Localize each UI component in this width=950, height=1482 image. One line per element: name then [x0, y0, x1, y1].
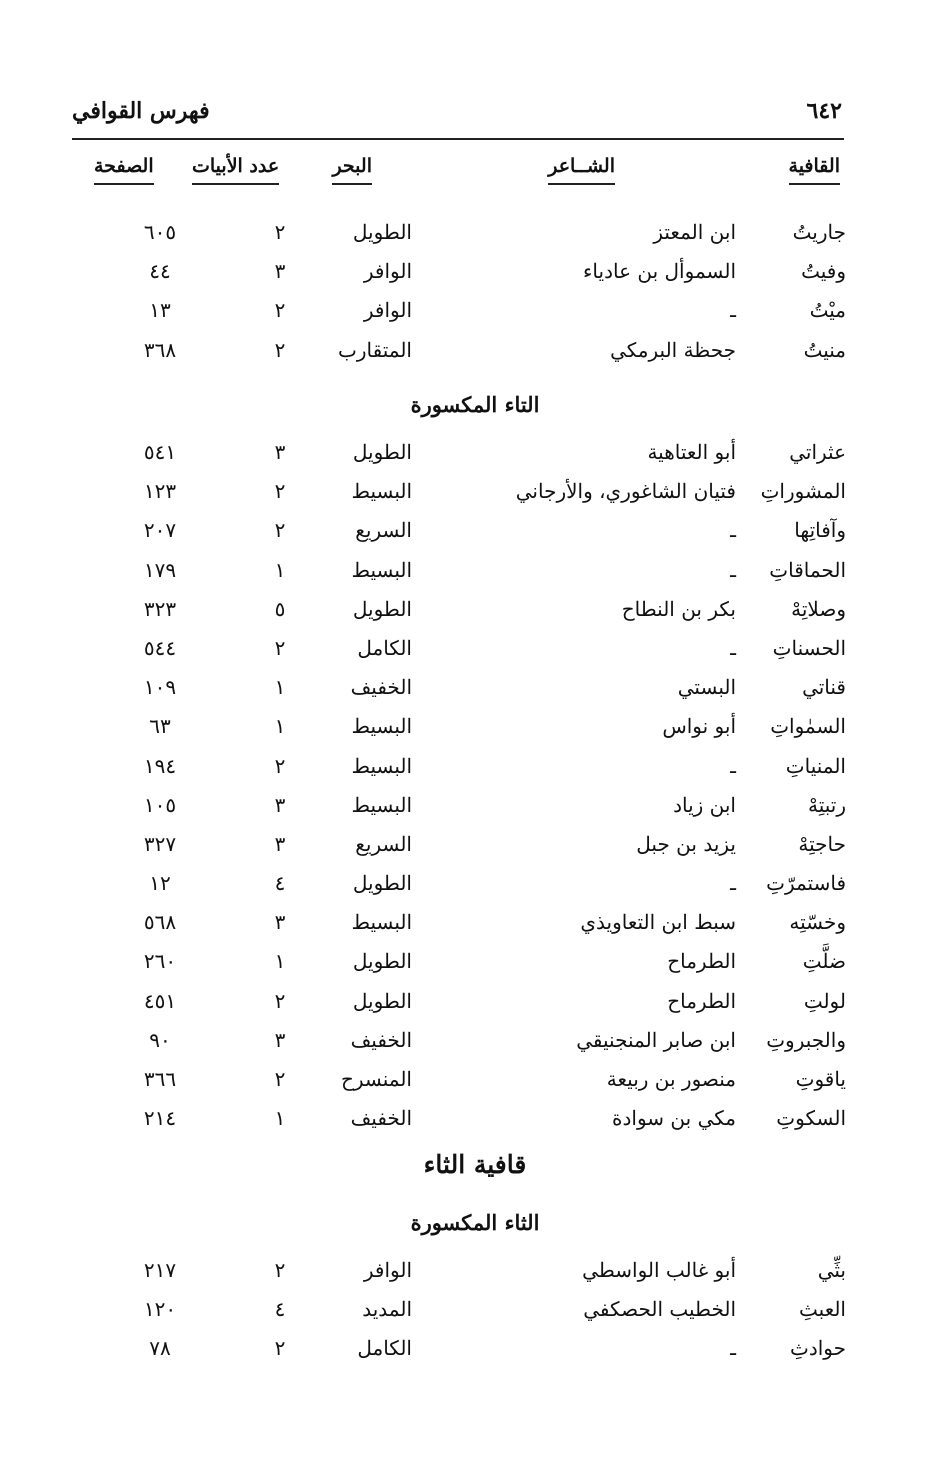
table-row	[0, 591, 950, 630]
poet-cell: فتيان الشاغوري، والأرجاني	[515, 479, 736, 504]
poet-cell: ـ	[730, 298, 736, 323]
poet-cell: ـ	[730, 635, 736, 660]
poet-cell: ـ	[730, 557, 736, 582]
table-row	[0, 943, 950, 982]
meter-cell: الوافر	[363, 1258, 412, 1282]
page-cell: ٣٢٣	[143, 596, 177, 621]
count-cell: ٢	[274, 988, 286, 1013]
main-heading-thaa: قافية الثاء	[423, 1150, 527, 1179]
count-cell: ١	[274, 714, 286, 739]
section2-list	[0, 434, 950, 1139]
meter-cell: البسيط	[351, 479, 412, 504]
page-cell: ٦٠٥	[143, 220, 177, 244]
rhyme-cell: وخسّتِه	[789, 910, 846, 935]
table-row	[0, 865, 950, 904]
rhyme-cell: ضلَّتِ	[802, 949, 846, 974]
meter-cell: الوافر	[363, 259, 412, 284]
rhyme-cell: وصلاتِهْ	[791, 596, 846, 621]
table-row	[0, 630, 950, 669]
meter-cell: البسيط	[351, 714, 412, 739]
count-cell: ٣	[274, 910, 286, 935]
table-row	[0, 214, 950, 253]
page-cell: ١٢٣	[143, 479, 177, 504]
count-cell: ٢	[274, 298, 286, 323]
poet-cell: ابن زياد	[673, 792, 736, 817]
count-cell: ١	[274, 1106, 286, 1131]
column-header-page: الصفحة	[94, 155, 154, 185]
page-cell: ٣٢٧	[143, 831, 177, 856]
meter-cell: الطويل	[352, 596, 412, 621]
rhyme-cell: عثراتي	[789, 440, 846, 464]
meter-cell: البسيط	[351, 910, 412, 935]
count-cell: ٢	[274, 1336, 286, 1361]
meter-cell: الطويل	[352, 871, 412, 896]
running-title: فهرس القوافي	[72, 98, 210, 124]
poet-cell: الخطيب الحصكفي	[583, 1297, 736, 1322]
poet-cell: السموأل بن عادياء	[583, 259, 736, 284]
table-row	[0, 1291, 950, 1330]
table-row	[0, 253, 950, 292]
rhyme-cell: فاستمرّتِ	[766, 871, 846, 896]
page-cell: ٥٦٨	[143, 910, 177, 935]
table-row	[0, 1252, 950, 1291]
rhyme-cell: والجبروتِ	[766, 1027, 846, 1052]
meter-cell: الخفيف	[350, 1106, 412, 1131]
meter-cell: السريع	[355, 831, 412, 856]
page-cell: ٢٦٠	[143, 949, 177, 974]
page-cell: ٣٦٦	[143, 1067, 177, 1091]
rhyme-cell: وآفاتِها	[794, 518, 846, 543]
table-row	[0, 552, 950, 591]
poet-cell: مكي بن سوادة	[612, 1106, 736, 1131]
column-headers	[0, 155, 950, 205]
page-cell: ١٠٩	[143, 675, 177, 700]
poet-cell: أبو نواس	[662, 714, 736, 739]
meter-cell: البسيط	[351, 557, 412, 582]
count-cell: ٥	[274, 596, 286, 621]
page-cell: ٦٣	[149, 714, 171, 739]
rhyme-cell: ياقوتِ	[795, 1067, 846, 1091]
count-cell: ٢	[274, 1067, 286, 1091]
page-cell: ٤٥١	[143, 988, 177, 1013]
page-cell: ١٢	[149, 871, 171, 896]
page-cell: ١٩٤	[143, 753, 177, 778]
page-cell: ١٧٩	[143, 557, 177, 582]
column-header-count: عدد الأبيات	[192, 155, 279, 185]
rhyme-cell: الحماقاتِ	[769, 557, 846, 582]
rhyme-cell: ميْتُ	[809, 298, 846, 323]
page-cell: ١٢٠	[143, 1297, 177, 1322]
table-row	[0, 708, 950, 747]
page-number: ٦٤٢	[806, 98, 842, 124]
count-cell: ٤	[274, 871, 286, 896]
meter-cell: الطويل	[352, 220, 412, 244]
meter-cell: الطويل	[352, 440, 412, 464]
table-row	[0, 473, 950, 512]
rhyme-cell: العبثِ	[799, 1297, 846, 1322]
poet-cell: أبو العتاهية	[647, 440, 736, 464]
table-row	[0, 787, 950, 826]
rhyme-cell: حاجتِهْ	[798, 831, 846, 856]
meter-cell: البسيط	[351, 753, 412, 778]
meter-cell: السريع	[355, 518, 412, 543]
count-cell: ٣	[274, 1027, 286, 1052]
meter-cell: المنسرح	[340, 1067, 412, 1091]
poet-cell: ابن صابر المنجنيقي	[576, 1027, 736, 1052]
table-row	[0, 669, 950, 708]
running-header	[72, 92, 842, 132]
section-heading-taa-maksura: التاء المكسورة	[410, 392, 540, 417]
page-cell: ٥٤٤	[143, 635, 177, 660]
count-cell: ٢	[274, 337, 286, 362]
poet-cell: ـ	[730, 1336, 736, 1361]
count-cell: ٣	[274, 440, 286, 464]
rhyme-cell: السكوتِ	[776, 1106, 846, 1131]
meter-cell: الطويل	[352, 949, 412, 974]
count-cell: ٢	[274, 1258, 286, 1282]
page-cell: ٩٠	[149, 1027, 171, 1052]
page-cell: ٧٨	[149, 1336, 171, 1361]
count-cell: ٣	[274, 259, 286, 284]
meter-cell: الطويل	[352, 988, 412, 1013]
meter-cell: المديد	[362, 1297, 412, 1322]
table-row	[0, 512, 950, 551]
table-row	[0, 1100, 950, 1139]
column-header-rhyme: القافية	[789, 155, 840, 185]
table-row	[0, 904, 950, 943]
poet-cell: البستي	[677, 675, 736, 700]
rhyme-cell: المنياتِ	[785, 753, 846, 778]
rhyme-cell: السمٰواتِ	[770, 714, 846, 739]
rhyme-cell: قناتي	[802, 675, 846, 700]
rhyme-cell: الحسناتِ	[772, 635, 846, 660]
rhyme-cell: وفيتُ	[801, 259, 846, 284]
rhyme-cell: جاريتُ	[792, 220, 846, 244]
meter-cell: الكامل	[357, 635, 412, 660]
count-cell: ٢	[274, 635, 286, 660]
count-cell: ١	[274, 949, 286, 974]
page-cell: ٣٦٨	[143, 337, 177, 362]
table-row	[0, 1061, 950, 1100]
count-cell: ١	[274, 557, 286, 582]
rhyme-cell: لولتِ	[803, 988, 846, 1013]
meter-cell: الوافر	[363, 298, 412, 323]
header-rule	[72, 138, 844, 140]
rhyme-cell: رتبتِهْ	[807, 792, 846, 817]
poet-cell: ـ	[730, 871, 736, 896]
poet-cell: يزيد بن جبل	[636, 831, 736, 856]
poet-cell: ابن المعتز	[653, 220, 736, 244]
page-cell: ٥٤١	[143, 440, 177, 464]
count-cell: ١	[274, 675, 286, 700]
rhyme-cell: المشوراتِ	[760, 479, 846, 504]
page-cell: ١٠٥	[143, 792, 177, 817]
meter-cell: المتقارب	[338, 337, 412, 362]
poet-cell: جحظة البرمكي	[610, 337, 736, 362]
rhyme-cell: حوادثِ	[790, 1336, 846, 1361]
table-row	[0, 332, 950, 371]
page-cell: ٢١٧	[143, 1258, 177, 1282]
table-row	[0, 292, 950, 331]
section3-list	[0, 1252, 950, 1370]
page-cell: ١٣	[149, 298, 171, 323]
poet-cell: ـ	[730, 518, 736, 543]
count-cell: ٢	[274, 518, 286, 543]
poet-cell: بكر بن النطاح	[621, 596, 736, 621]
count-cell: ٤	[274, 1297, 286, 1322]
meter-cell: البسيط	[351, 792, 412, 817]
meter-cell: الخفيف	[350, 1027, 412, 1052]
meter-cell: الكامل	[357, 1336, 412, 1361]
count-cell: ٣	[274, 831, 286, 856]
count-cell: ٢	[274, 753, 286, 778]
poet-cell: منصور بن ربيعة	[606, 1067, 736, 1091]
poet-cell: الطرماح	[667, 949, 736, 974]
table-row	[0, 983, 950, 1022]
count-cell: ٣	[274, 792, 286, 817]
section-heading-thaa-maksura: الثاء المكسورة	[410, 1210, 540, 1235]
count-cell: ٢	[274, 479, 286, 504]
page-cell: ٤٤	[149, 259, 171, 284]
column-header-meter: البحر	[332, 155, 372, 185]
section1-list	[0, 214, 950, 371]
poet-cell: سبط ابن التعاويذي	[580, 910, 736, 935]
rhyme-cell: منيتُ	[803, 337, 846, 362]
page-cell: ٢١٤	[143, 1106, 177, 1131]
poet-cell: أبو غالب الواسطي	[582, 1258, 736, 1282]
meter-cell: الخفيف	[350, 675, 412, 700]
table-row	[0, 1330, 950, 1369]
count-cell: ٢	[274, 220, 286, 244]
table-row	[0, 1022, 950, 1061]
table-row	[0, 748, 950, 787]
column-header-poet: الشــاعر	[548, 155, 615, 185]
page-cell: ٢٠٧	[143, 518, 177, 543]
poet-cell: الطرماح	[667, 988, 736, 1013]
poet-cell: ـ	[730, 753, 736, 778]
table-row	[0, 826, 950, 865]
table-row	[0, 434, 950, 473]
rhyme-cell: بثِّي	[817, 1258, 846, 1282]
